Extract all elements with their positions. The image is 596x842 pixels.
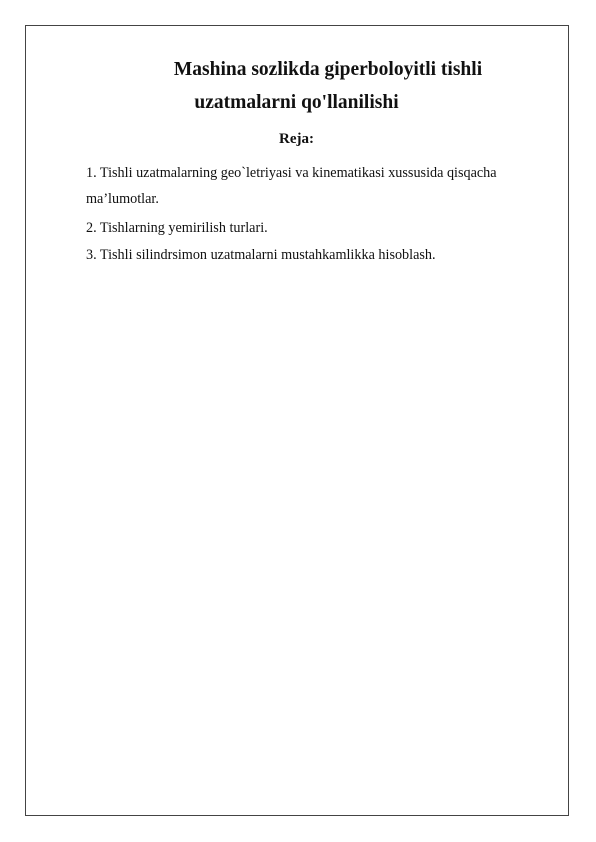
document-title-line-2: uzatmalarni qo'llanilishi — [194, 92, 399, 113]
plan-item-2: 2. Tishlarning yemirilish turlari. — [86, 220, 268, 236]
plan-item-1: 1. Tishli uzatmalarning geo`letriyasi va kinematikasi xussusida qisqacha — [86, 165, 497, 181]
plan-heading: Reja: — [279, 131, 314, 147]
plan-item-3: 3. Tishli silindrsimon uzatmalarni mustahkamlikka hisoblash. — [86, 247, 436, 263]
plan-item-1-continued: ma’lumotlar. — [86, 191, 159, 207]
document-title-line-1: Mashina sozlikda giperboloyitli tishli — [173, 59, 483, 80]
